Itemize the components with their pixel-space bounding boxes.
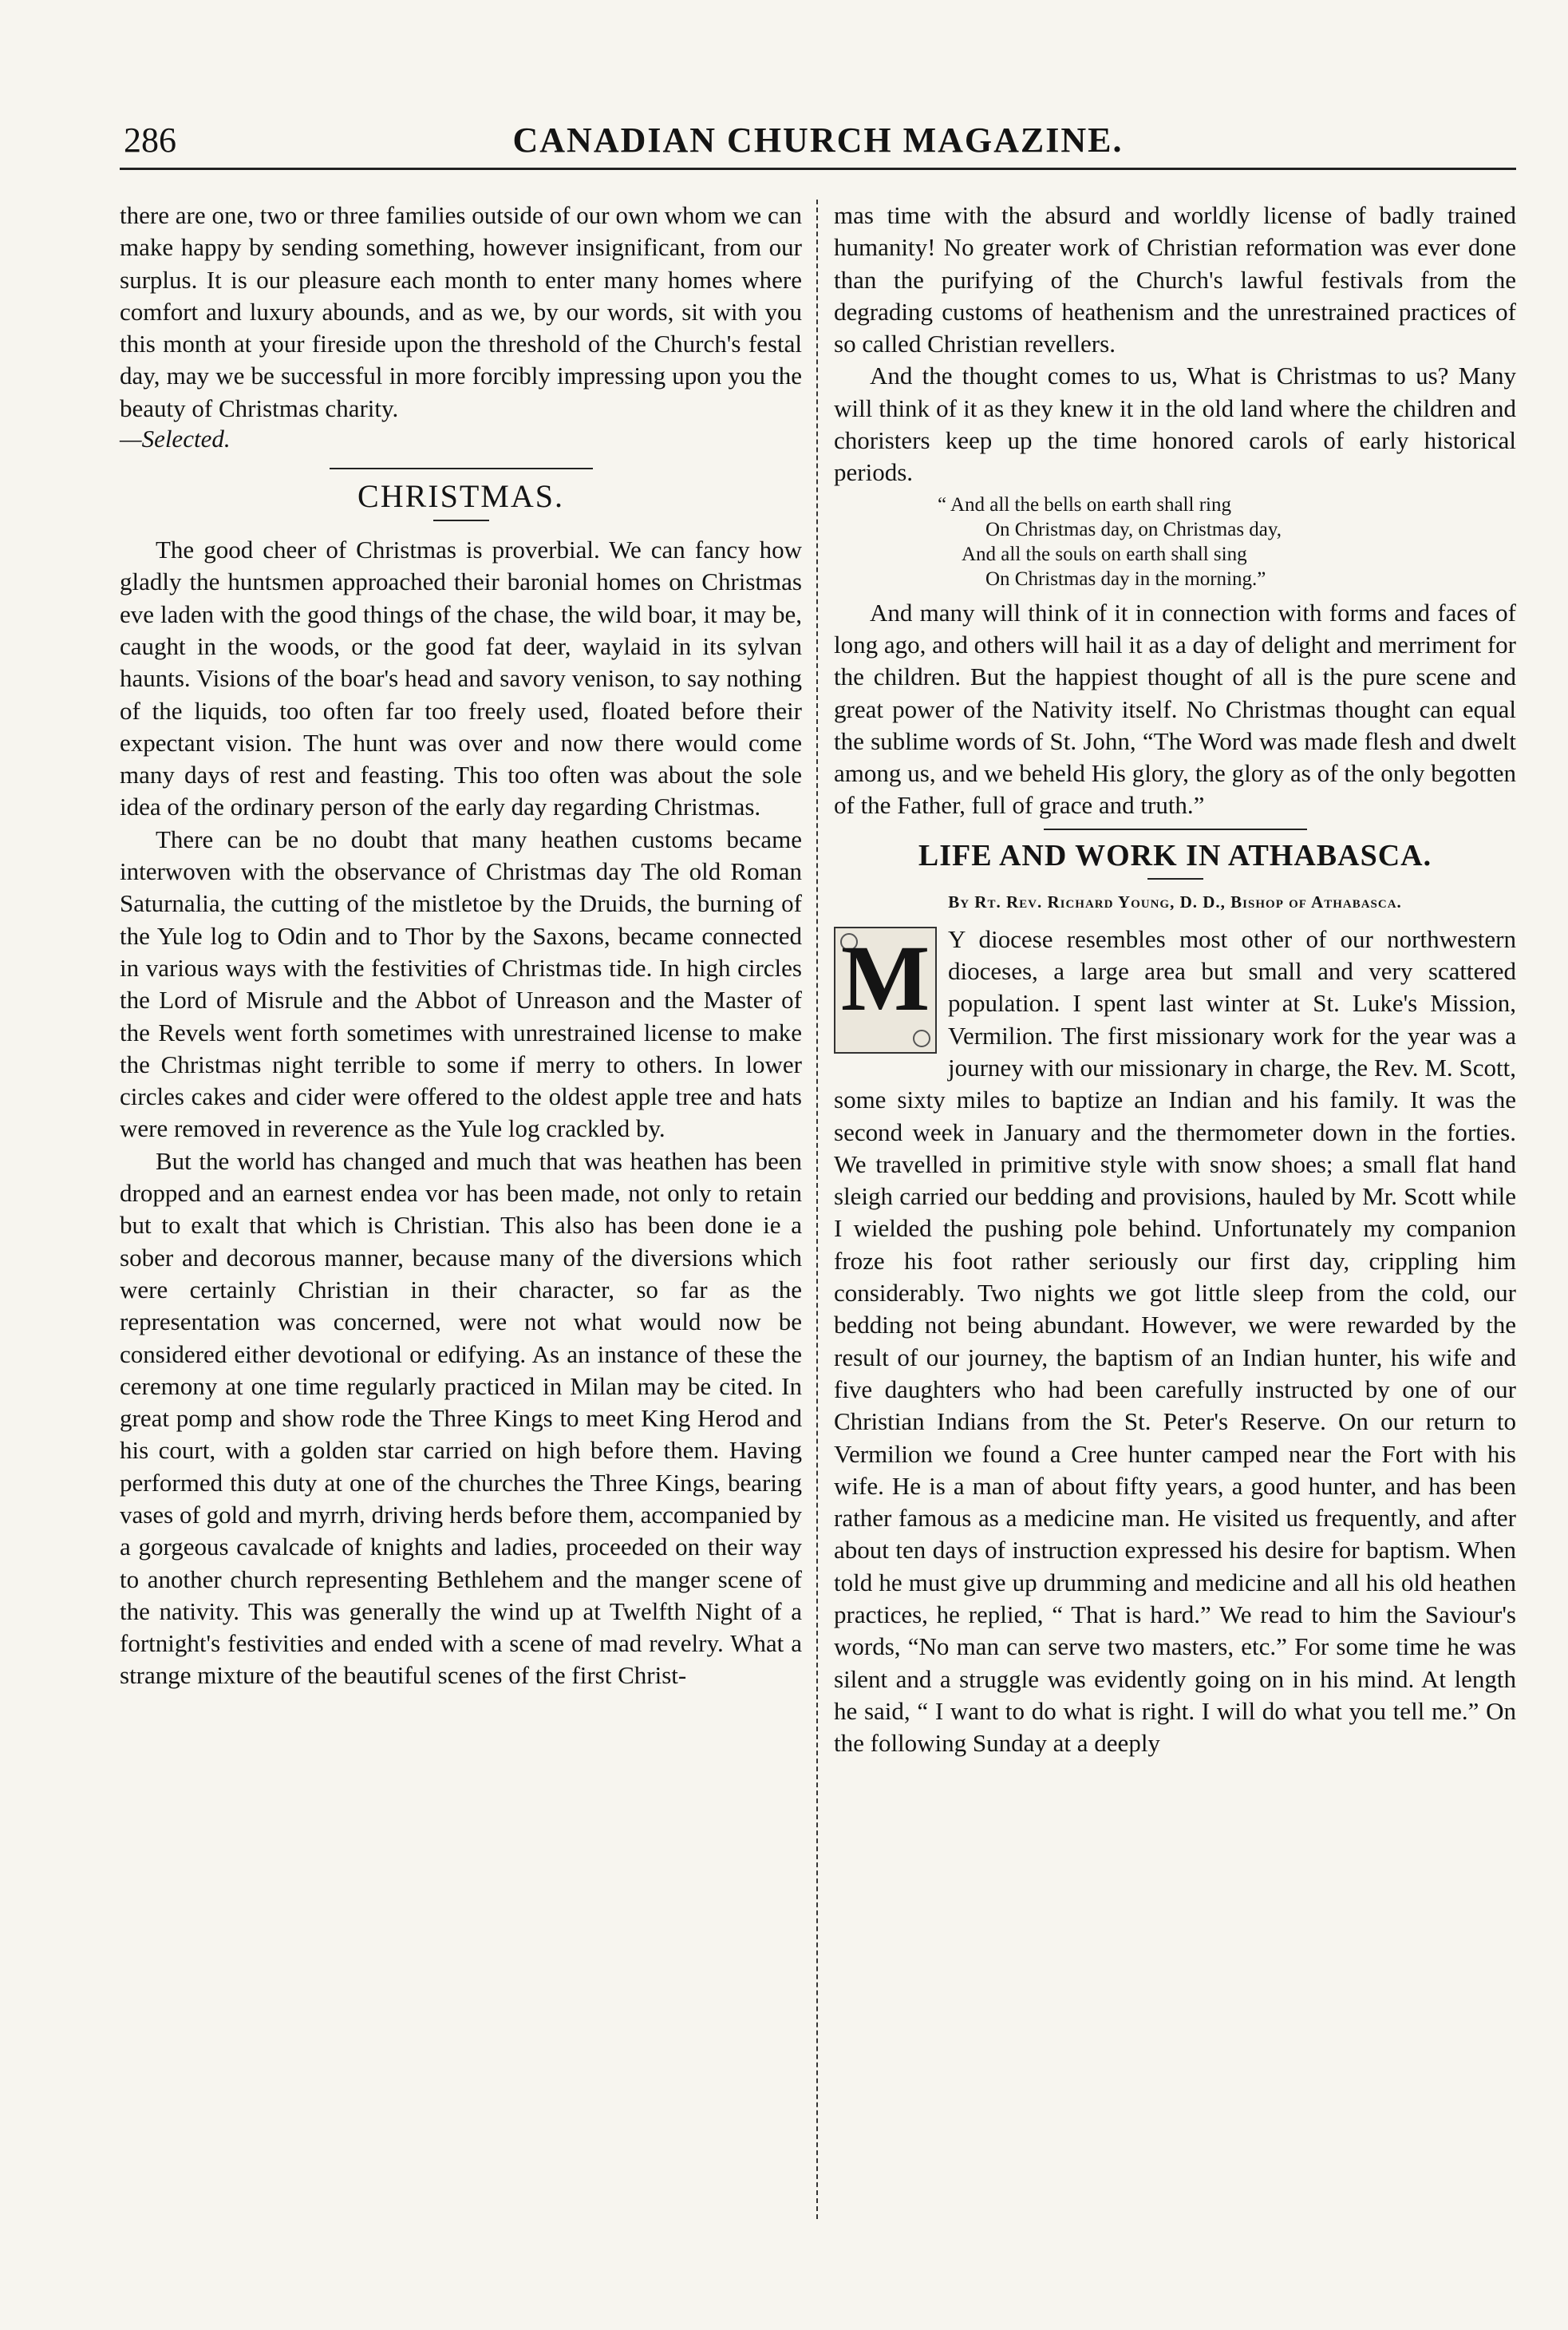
christmas-paragraph-3: But the world has changed and much that was heathen has been dropped and an earnest endea vor has been made, not only to retain but to exalt that which is Christian. This also has been done ie a sober and decorous manner, because many of the diversions which were certainly Christian in their character, so far as the representation was concerned, were not what would now be considered either devotional or edifying. As an instance of these the ceremony at one time regularly practiced in Milan may be cited. In great pomp and show rode the Three Kings to meet King Herod and his court, with a golden star carried on high before them. Having performed this duty at one of the churches the Three Kings, bearing vases of gold and myrrh, driving herds before them, accompanied by a gorgeous cavalcade of knights and ladies, proceeded on their way to another church representing Bethlehem and the manger scene of the nativity. This was generally the wind up at Twelfth Night of a fortnight's festivities and ended with a scene of mad revelry. What a strange mixture of the beautiful scenes of the first Christ- [120, 1146, 802, 1690]
christmas-paragraph-4: And the thought comes to us, What is Christmas to us? Many will think of it as they knew it in the old land where the children and choristers keep up the time honored carols of early historical periods. [834, 362, 1516, 487]
section-divider [330, 468, 593, 469]
athabasca-body: Y diocese resembles most other of our northwestern dioceses, a large area but small and very scattered population. I spent last winter at St. Luke's Mission, Vermilion. The first missionary work for the year was a journey with our missionary in charge, the Rev. M. Scott, some sixty miles to baptize an Indian and his family. It was the second week in January and the thermometer down in the forties. We travelled in primitive style with snow shoes; a small flat hand sleigh carried our bedding and provisions, hauled by Mr. Scott while I wielded the pushing pole behind. Unfortunately my companion froze his foot rather seriously our first day, crippling him considerably. Two nights we got little sleep from the cold, our bedding not being abundant. However, we were rewarded by the result of our journey, the baptism of an Indian hunter, his wife and five daughters who had been carefully instructed by one of our Christian Indians from the St. Peter's Reserve. On our return to Vermilion we found a Cree hunter camped near the Fort with his wife. He is a man of about fifty years, a good hunter, and has been rather famous as a medicine man. He visited us frequently, and after about ten days of instruction expressed his desire for baptism. When told he must give up drumming and medicine and all his old heathen practices, he replied, “ That is hard.” We read to him the Saviour's words, “No man can serve two masters, etc.” For some time he was silent and a struggle was evidently going on in his mind. At length he said, “ I want to do what is right. I will do what you tell me.” On the following Sunday at a deeply [834, 924, 1516, 1758]
selected-credit: —Selected. [120, 425, 231, 453]
christmas-paragraph-1: The good cheer of Christmas is proverbial. We can fancy how gladly the huntsmen approached their baronial homes on Christmas eve laden with the good things of the chase, the wild boar, it may be, caught in the woods, or the good fat deer, waylaid in its sylvan haunts. Visions of the boar's head and savory venison, to say nothing of the liquids, too often far too freely used, floated before their expectant vision. The hunt was over and now there would come many days of rest and feasting. This too often was about the sole idea of the ordinary person of the early day regarding Christmas. [120, 536, 802, 821]
left-column [120, 200, 802, 1692]
verse-line: And all the souls on earth shall sing [962, 544, 1247, 566]
carol-verse [834, 493, 1516, 592]
christmas-paragraph-continued: mas time with the absurd and worldly license of badly trained humanity! No greater work of Christian reformation was ever done than the purifying of the Church's lawful festivals from the degrading customs of heathenism and the unrestrained practices of so called Christian revellers. [834, 201, 1516, 358]
magazine-title: CANADIAN CHURCH MAGAZINE. [512, 121, 1124, 160]
magazine-page [120, 120, 1516, 1758]
title-underline [433, 520, 489, 521]
author-byline: By Rt. Rev. Richard Young, D. D., Bishop of Athabasca. [948, 892, 1402, 912]
charity-article-end: there are one, two or three families outside of our own whom we can make happy by sending something, however insignificant, from our surplus. It is our pleasure each month to enter many homes where comfort and luxury abounds, and as we, by our words, sit with you this month at your fireside upon the threshold of the Church's festal day, may we be successful in more forcibly impressing upon you the beauty of Christmas charity. [120, 201, 802, 422]
christmas-heading: CHRISTMAS. [357, 478, 564, 515]
section-divider [1044, 829, 1307, 830]
christmas-paragraph-2: There can be no doubt that many heathen customs became interwoven with the observance of Christmas day The old Roman Saturnalia, the cutting of the mistletoe by the Druids, the burning of the Yule log to Odin and to Thor by the Saxons, became connected in various ways with the festivities of Christmas tide. In high circles the Lord of Misrule and the Abbot of Unreason and the Master of the Revels went forth sometimes with unrestrained license to make the Christmas night terrible to some if merry to others. In lower circles cakes and cider were offered to the oldest apple tree and hats were removed in reverence as the Yule log crackled by. [120, 825, 802, 1143]
athabasca-heading: LIFE AND WORK IN ATHABASCA. [918, 838, 1432, 872]
page-header [120, 120, 1516, 170]
right-column [834, 200, 1516, 1759]
verse-line: “ And all the bells on earth shall ring [938, 493, 1231, 516]
ornamental-initial [834, 927, 937, 1054]
page-number: 286 [124, 121, 176, 160]
title-underline [1147, 878, 1203, 880]
column-divider [816, 200, 818, 2219]
verse-line: On Christmas day, on Christmas day, [985, 518, 1282, 540]
initial-letter: M [840, 925, 930, 1031]
verse-line: On Christmas day in the morning.” [985, 568, 1266, 591]
christmas-paragraph-5: And many will think of it in connection with forms and faces of long ago, and others will hail it as a day of delight and merriment for the children. But the happiest thought of all is the pure scene and great power of the Nativity itself. No Christmas thought can equal the sublime words of St. John, “The Word was made flesh and dwelt among us, and we beheld His glory, the glory as of the only begotten of the Father, full of grace and truth.” [834, 598, 1516, 820]
